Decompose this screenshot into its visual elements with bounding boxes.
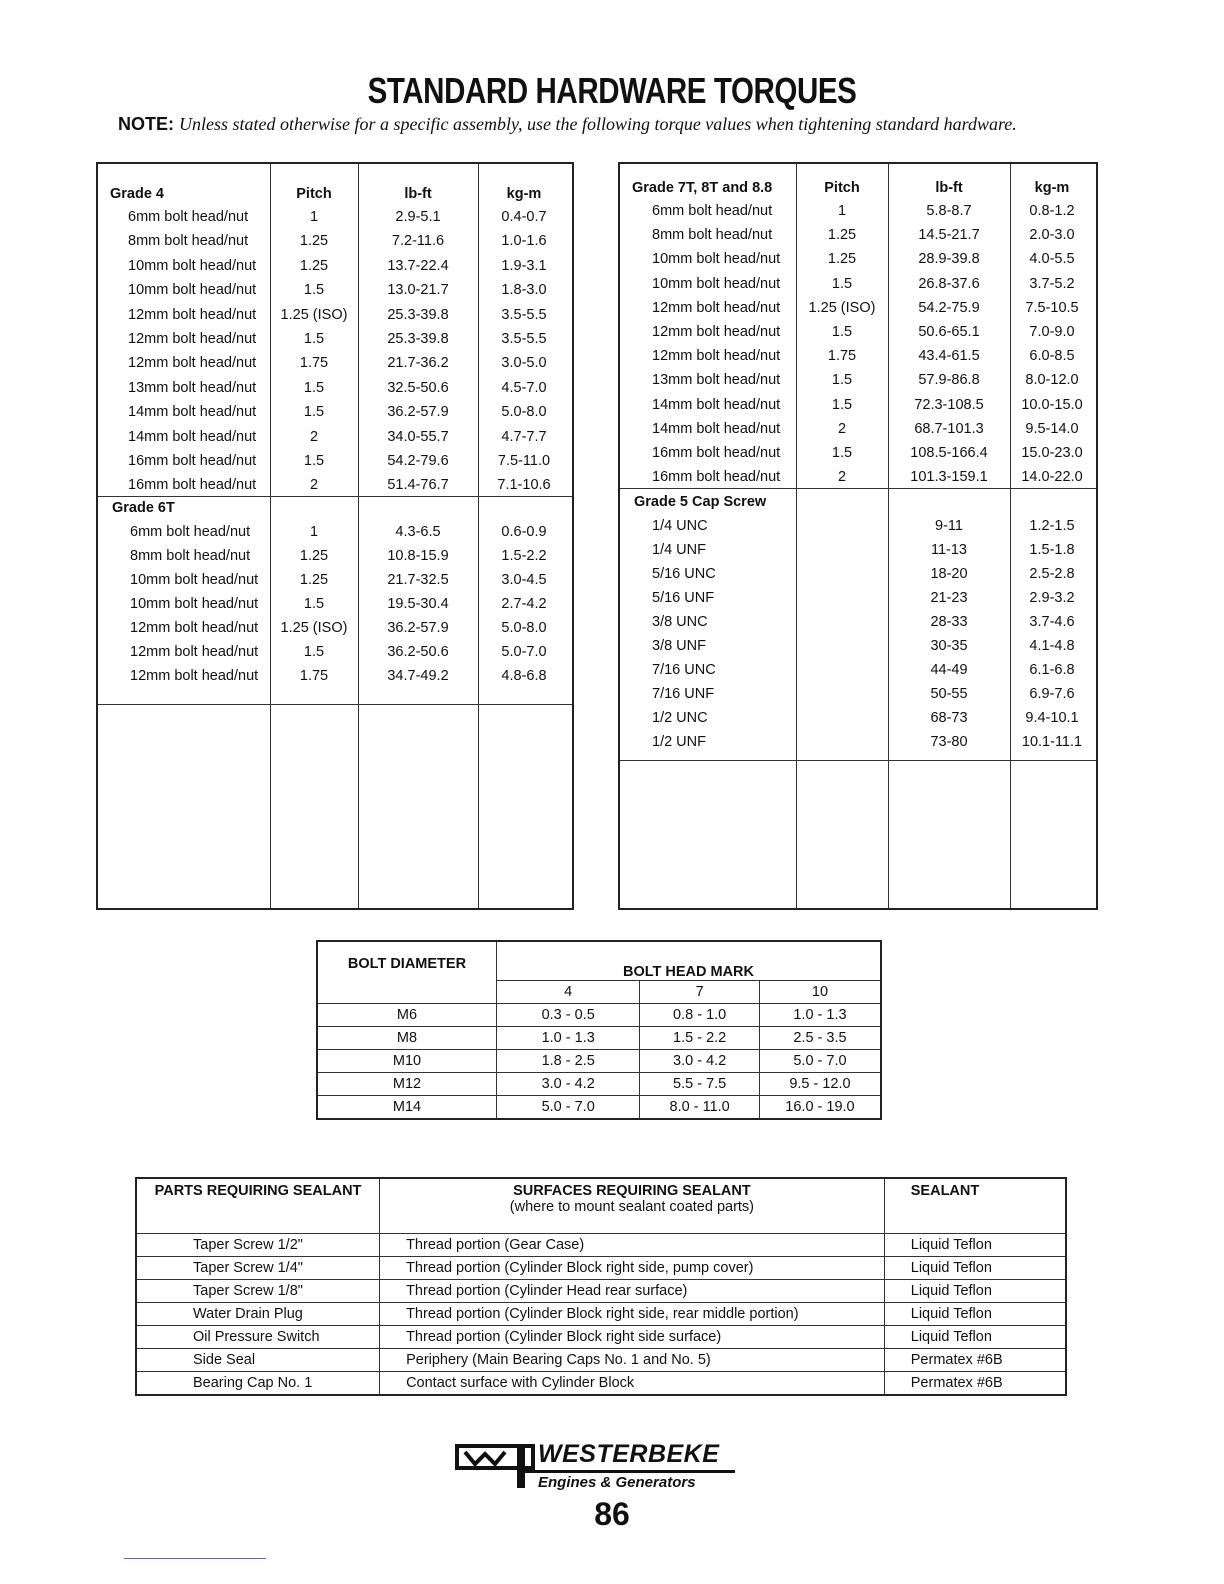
kgm-cell: 1.9-3.1 — [501, 257, 547, 274]
bolt-size-cell: 16mm bolt head/nut — [128, 453, 257, 469]
header-lbft: lb-ft — [935, 180, 963, 196]
kgm-cell: 3.0-5.0 — [501, 355, 547, 372]
pitch-cell: 1.5 — [831, 445, 853, 461]
lbft-cell: 30-35 — [930, 638, 968, 654]
table-row — [136, 1372, 1066, 1396]
torque-cell: 1.5 - 2.2 — [640, 1027, 760, 1050]
part-cell: Taper Screw 1/4" — [136, 1257, 380, 1280]
bolt-size-cell: 14mm bolt head/nut — [652, 396, 781, 413]
kgm-cell: 5.0-8.0 — [501, 404, 547, 421]
bolt-head-mark-header: BOLT HEAD MARK — [496, 941, 881, 981]
torque-cell: 2.5 - 3.5 — [759, 1027, 881, 1050]
thread-size-cell: 1/2 UNC — [652, 710, 708, 726]
lbft-cell: 21.7-36.2 — [387, 355, 449, 372]
thread-size-cell: 5/16 UNC — [652, 566, 716, 582]
lbft-cell: 21.7-32.5 — [387, 572, 449, 588]
surface-cell: Thread portion (Cylinder Block right side surface) — [380, 1326, 885, 1349]
kgm-cell: 3.5-5.5 — [501, 306, 547, 323]
bolt-size-cell: 12mm bolt head/nut — [652, 324, 781, 340]
part-cell: Bearing Cap No. 1 — [136, 1372, 380, 1396]
lbft-cell: 2.9-5.1 — [395, 209, 441, 225]
brand-tagline: Engines & Generators — [538, 1474, 696, 1491]
pitch-cell: 1.5 — [303, 331, 325, 347]
lbft-cell: 25.3-39.8 — [387, 331, 449, 347]
torque-cell: 8.0 - 11.0 — [640, 1096, 760, 1120]
grade7-8-torque-table — [618, 162, 1098, 910]
kgm-cell: 1.0-1.6 — [501, 233, 547, 250]
lbft-cell: 57.9-86.8 — [918, 372, 980, 389]
bolt-size-cell: 13mm bolt head/nut — [128, 379, 257, 396]
note-text: Unless stated otherwise for a specific assembly, use the following torque values when tightening standard hardware. — [179, 114, 1017, 134]
table-row — [136, 1326, 1066, 1349]
note — [118, 114, 1017, 135]
torque-cell: 1.0 - 1.3 — [496, 1027, 639, 1050]
bolt-size-cell: 14mm bolt head/nut — [652, 420, 781, 437]
bolt-size-cell: 8mm bolt head/nut — [128, 233, 249, 250]
lbft-cell: 5.8-8.7 — [926, 203, 972, 219]
pitch-cell: 2 — [837, 469, 847, 486]
pitch-cell: 1 — [309, 524, 319, 540]
pitch-cell: 1.5 — [831, 396, 853, 413]
kgm-cell: 7.1-10.6 — [497, 477, 551, 494]
page-title: STANDARD HARDWARE TORQUES — [367, 70, 857, 111]
kgm-cell: 4.7-7.7 — [501, 428, 547, 445]
table-row — [317, 1027, 881, 1050]
sealant-table — [135, 1177, 1067, 1396]
bolt-size-cell: 12mm bolt head/nut — [652, 348, 781, 365]
pitch-cell: 1.25 — [299, 572, 329, 588]
mark-4: 4 — [496, 981, 639, 1004]
kgm-cell: 6.9-7.6 — [1029, 686, 1075, 702]
thread-size-cell: 7/16 UNC — [652, 662, 716, 678]
part-cell: Side Seal — [136, 1349, 380, 1372]
pitch-cell: 1 — [837, 203, 847, 219]
lbft-cell: 13.0-21.7 — [387, 282, 449, 299]
lbft-cell: 26.8-37.6 — [918, 275, 980, 292]
kgm-cell: 3.0-4.5 — [501, 572, 547, 588]
torque-cell: 3.0 - 4.2 — [640, 1050, 760, 1073]
pitch-cell: 1.5 — [303, 282, 325, 299]
kgm-cell: 2.0-3.0 — [1029, 227, 1075, 244]
lbft-cell: 28-33 — [930, 614, 968, 630]
kgm-cell: 4.1-4.8 — [1029, 638, 1075, 654]
bolt-size-cell: 10mm bolt head/nut — [652, 275, 781, 292]
bolt-size-cell: 16mm bolt head/nut — [128, 477, 257, 494]
part-cell: Taper Screw 1/2" — [136, 1234, 380, 1257]
pitch-cell: 1.5 — [303, 596, 325, 612]
lbft-cell: 34.0-55.7 — [387, 428, 449, 445]
pitch-cell: 1.5 — [831, 372, 853, 389]
bolt-size-cell: 8mm bolt head/nut — [130, 548, 251, 564]
lbft-cell: 44-49 — [930, 662, 968, 678]
kgm-cell: 4.0-5.5 — [1029, 251, 1075, 268]
pitch-cell: 2 — [837, 420, 847, 437]
lbft-cell: 32.5-50.6 — [387, 379, 449, 396]
lbft-cell: 36.2-57.9 — [387, 620, 449, 636]
kgm-cell: 3.7-4.6 — [1029, 614, 1075, 630]
table-row — [136, 1257, 1066, 1280]
sealant-cell: Permatex #6B — [884, 1349, 1066, 1372]
kgm-cell: 2.9-3.2 — [1029, 590, 1075, 606]
lbft-cell: 25.3-39.8 — [387, 306, 449, 323]
grade4-6t-torque-table — [96, 162, 574, 910]
torque-cell: 5.0 - 7.0 — [759, 1050, 881, 1073]
sealant-cell: Liquid Teflon — [884, 1257, 1066, 1280]
bolt-size-cell: 10mm bolt head/nut — [130, 572, 259, 588]
pitch-cell: 1.25 — [299, 233, 329, 250]
bolt-size-cell: 6mm bolt head/nut — [130, 524, 251, 540]
thread-size-cell: 7/16 UNF — [652, 686, 715, 702]
torque-cell: 5.5 - 7.5 — [640, 1073, 760, 1096]
pitch-cell: 1.5 — [303, 644, 325, 660]
lbft-cell: 4.3-6.5 — [395, 524, 441, 540]
lbft-cell: 14.5-21.7 — [918, 227, 980, 244]
pitch-cell: 1.25 (ISO) — [808, 299, 876, 316]
surface-cell: Thread portion (Cylinder Block right side, rear middle portion) — [380, 1303, 885, 1326]
thread-size-cell: 1/2 UNF — [652, 734, 706, 750]
part-cell: Taper Screw 1/8" — [136, 1280, 380, 1303]
grade6t-label: Grade 6T — [112, 500, 175, 516]
kgm-cell: 4.5-7.0 — [501, 379, 547, 396]
header-grade7: Grade 7T, 8T and 8.8 — [632, 180, 773, 196]
bolt-size-cell: 10mm bolt head/nut — [128, 282, 257, 299]
part-cell: Water Drain Plug — [136, 1303, 380, 1326]
lbft-cell: 54.2-79.6 — [387, 453, 449, 469]
lbft-cell: 7.2-11.6 — [391, 233, 445, 250]
torque-cell: 1.0 - 1.3 — [759, 1004, 881, 1027]
header-grade4: Grade 4 — [110, 186, 164, 202]
lbft-cell: 68-73 — [930, 710, 968, 726]
mark-7: 7 — [640, 981, 760, 1004]
bolt-size-cell: 12mm bolt head/nut — [652, 299, 781, 316]
bolt-size-cell: 12mm bolt head/nut — [130, 668, 259, 684]
brand-name: WESTERBEKE — [538, 1440, 720, 1468]
bolt-diameter-cell: M6 — [317, 1004, 496, 1027]
table-row — [136, 1303, 1066, 1326]
lbft-cell: 108.5-166.4 — [910, 445, 988, 461]
kgm-cell: 1.5-1.8 — [1029, 542, 1075, 558]
kgm-cell: 1.8-3.0 — [501, 282, 547, 299]
surface-cell: Thread portion (Cylinder Head rear surface) — [380, 1280, 885, 1303]
pitch-cell: 1.5 — [831, 324, 853, 340]
kgm-cell: 0.6-0.9 — [501, 524, 547, 540]
lbft-cell: 36.2-50.6 — [387, 644, 449, 660]
lbft-cell: 101.3-159.1 — [910, 469, 988, 486]
kgm-cell: 14.0-22.0 — [1021, 469, 1083, 486]
bolt-diameter-cell: M14 — [317, 1096, 496, 1120]
bolt-diameter-header: BOLT DIAMETER — [317, 941, 496, 1004]
kgm-cell: 9.5-14.0 — [1025, 420, 1079, 437]
part-cell: Oil Pressure Switch — [136, 1326, 380, 1349]
bolt-size-cell: 8mm bolt head/nut — [652, 227, 773, 244]
pitch-cell: 1.75 — [299, 355, 329, 372]
bolt-head-mark-table — [316, 940, 882, 1120]
bolt-size-cell: 14mm bolt head/nut — [128, 404, 257, 421]
kgm-cell: 10.0-15.0 — [1021, 396, 1083, 413]
pitch-cell: 1.5 — [303, 404, 325, 421]
bolt-size-cell: 6mm bolt head/nut — [128, 209, 249, 225]
kgm-cell: 0.8-1.2 — [1029, 203, 1075, 219]
bolt-size-cell: 10mm bolt head/nut — [128, 257, 257, 274]
thread-size-cell: 1/4 UNF — [652, 542, 706, 558]
kgm-cell: 2.7-4.2 — [501, 596, 547, 612]
bolt-size-cell: 10mm bolt head/nut — [652, 251, 781, 268]
note-label: NOTE: — [118, 114, 174, 134]
bolt-diameter-cell: M10 — [317, 1050, 496, 1073]
header-pitch: Pitch — [296, 186, 332, 202]
lbft-cell: 13.7-22.4 — [387, 257, 449, 274]
kgm-cell: 7.5-10.5 — [1025, 299, 1079, 316]
bolt-diameter-cell: M12 — [317, 1073, 496, 1096]
lbft-cell: 28.9-39.8 — [918, 251, 980, 268]
pitch-cell: 1.25 (ISO) — [280, 306, 348, 323]
lbft-cell: 18-20 — [930, 566, 968, 582]
kgm-cell: 10.1-11.1 — [1021, 734, 1083, 750]
kgm-cell: 6.0-8.5 — [1029, 348, 1075, 365]
bolt-size-cell: 14mm bolt head/nut — [128, 428, 257, 445]
lbft-cell: 73-80 — [930, 734, 968, 750]
thread-size-cell: 3/8 UNF — [652, 638, 706, 654]
table-row — [317, 1050, 881, 1073]
surface-cell: Thread portion (Gear Case) — [380, 1234, 885, 1257]
kgm-cell: 2.5-2.8 — [1029, 566, 1075, 582]
bolt-size-cell: 13mm bolt head/nut — [652, 372, 781, 389]
torque-cell: 9.5 - 12.0 — [759, 1073, 881, 1096]
table-row — [317, 1004, 881, 1027]
lbft-cell: 9-11 — [935, 518, 963, 534]
pitch-cell: 2 — [309, 477, 319, 494]
pitch-cell: 2 — [309, 428, 319, 445]
surfaces-header-sub: (where to mount sealant coated parts) — [509, 1199, 755, 1215]
table-row — [136, 1280, 1066, 1303]
bolt-size-cell: 12mm bolt head/nut — [128, 331, 257, 347]
footer-rule — [124, 1558, 266, 1559]
surface-cell: Thread portion (Cylinder Block right side, pump cover) — [380, 1257, 885, 1280]
header-kgm: kg-m — [506, 186, 542, 202]
sealant-cell: Liquid Teflon — [884, 1303, 1066, 1326]
kgm-cell: 9.4-10.1 — [1025, 710, 1079, 726]
lbft-cell: 54.2-75.9 — [918, 299, 980, 316]
surface-cell: Periphery (Main Bearing Caps No. 1 and No. 5) — [380, 1349, 885, 1372]
bolt-size-cell: 16mm bolt head/nut — [652, 445, 781, 461]
thread-size-cell: 1/4 UNC — [652, 518, 708, 534]
bolt-size-cell: 12mm bolt head/nut — [128, 355, 257, 372]
mark-10: 10 — [759, 981, 881, 1004]
table-row — [136, 1349, 1066, 1372]
table-row — [317, 1096, 881, 1120]
surfaces-header-title: SURFACES REQUIRING SEALANT — [513, 1183, 751, 1199]
torque-cell: 16.0 - 19.0 — [759, 1096, 881, 1120]
torque-cell: 1.8 - 2.5 — [496, 1050, 639, 1073]
kgm-cell: 3.5-5.5 — [501, 331, 547, 347]
sealant-cell: Liquid Teflon — [884, 1280, 1066, 1303]
thread-size-cell: 5/16 UNF — [652, 590, 715, 606]
header-pitch: Pitch — [824, 180, 860, 196]
kgm-cell: 1.2-1.5 — [1029, 518, 1075, 534]
header-kgm: kg-m — [1034, 180, 1070, 196]
sealant-header: SEALANT — [884, 1178, 1066, 1234]
lbft-cell: 50-55 — [930, 686, 968, 702]
header-lbft: lb-ft — [404, 186, 432, 202]
bolt-size-cell: 6mm bolt head/nut — [652, 203, 773, 219]
pitch-cell: 1.5 — [831, 275, 853, 292]
kgm-cell: 1.5-2.2 — [501, 548, 547, 564]
lbft-cell: 21-23 — [930, 590, 968, 606]
lbft-cell: 68.7-101.3 — [914, 420, 984, 437]
surfaces-header — [380, 1178, 885, 1234]
surface-cell: Contact surface with Cylinder Block — [380, 1372, 885, 1396]
kgm-cell: 3.7-5.2 — [1029, 275, 1075, 292]
lbft-cell: 36.2-57.9 — [387, 404, 449, 421]
kgm-cell: 15.0-23.0 — [1021, 445, 1083, 461]
table-row — [136, 1234, 1066, 1257]
pitch-cell: 1.25 (ISO) — [280, 620, 348, 636]
pitch-cell: 1.25 — [827, 251, 857, 268]
lbft-cell: 11-13 — [930, 542, 967, 558]
parts-header: PARTS REQUIRING SEALANT — [136, 1178, 380, 1234]
lbft-cell: 19.5-30.4 — [387, 596, 449, 612]
lbft-cell: 72.3-108.5 — [914, 396, 984, 413]
table-row — [317, 1073, 881, 1096]
torque-cell: 0.3 - 0.5 — [496, 1004, 639, 1027]
kgm-cell: 4.8-6.8 — [501, 668, 547, 684]
bolt-size-cell: 16mm bolt head/nut — [652, 469, 781, 486]
torque-cell: 5.0 - 7.0 — [496, 1096, 639, 1120]
pitch-cell: 1.25 — [299, 257, 329, 274]
pitch-cell: 1 — [309, 209, 319, 225]
torque-cell: 3.0 - 4.2 — [496, 1073, 639, 1096]
kgm-cell: 5.0-7.0 — [501, 644, 547, 660]
grade5-label: Grade 5 Cap Screw — [634, 494, 767, 510]
kgm-cell: 5.0-8.0 — [501, 620, 547, 636]
lbft-cell: 10.8-15.9 — [387, 548, 449, 564]
pitch-cell: 1.25 — [827, 227, 857, 244]
bolt-size-cell: 12mm bolt head/nut — [130, 620, 259, 636]
thread-size-cell: 3/8 UNC — [652, 614, 708, 630]
bolt-size-cell: 12mm bolt head/nut — [130, 644, 259, 660]
kgm-cell: 7.5-11.0 — [497, 453, 551, 469]
kgm-cell: 8.0-12.0 — [1025, 372, 1079, 389]
lbft-cell: 43.4-61.5 — [918, 348, 980, 365]
bolt-size-cell: 12mm bolt head/nut — [128, 306, 257, 323]
lbft-cell: 51.4-76.7 — [387, 477, 449, 494]
bolt-size-cell: 10mm bolt head/nut — [130, 596, 259, 612]
lbft-cell: 34.7-49.2 — [387, 668, 449, 684]
torque-cell: 0.8 - 1.0 — [640, 1004, 760, 1027]
sealant-cell: Liquid Teflon — [884, 1326, 1066, 1349]
kgm-cell: 7.0-9.0 — [1029, 324, 1075, 340]
pitch-cell: 1.25 — [299, 548, 329, 564]
pitch-cell: 1.75 — [299, 668, 329, 684]
sealant-cell: Permatex #6B — [884, 1372, 1066, 1396]
kgm-cell: 6.1-6.8 — [1029, 662, 1075, 678]
pitch-cell: 1.75 — [827, 348, 857, 365]
bolt-diameter-cell: M8 — [317, 1027, 496, 1050]
lbft-cell: 50.6-65.1 — [918, 324, 980, 340]
kgm-cell: 0.4-0.7 — [501, 209, 547, 225]
page-number: 86 — [594, 1496, 630, 1532]
pitch-cell: 1.5 — [303, 453, 325, 469]
sealant-cell: Liquid Teflon — [884, 1234, 1066, 1257]
pitch-cell: 1.5 — [303, 379, 325, 396]
